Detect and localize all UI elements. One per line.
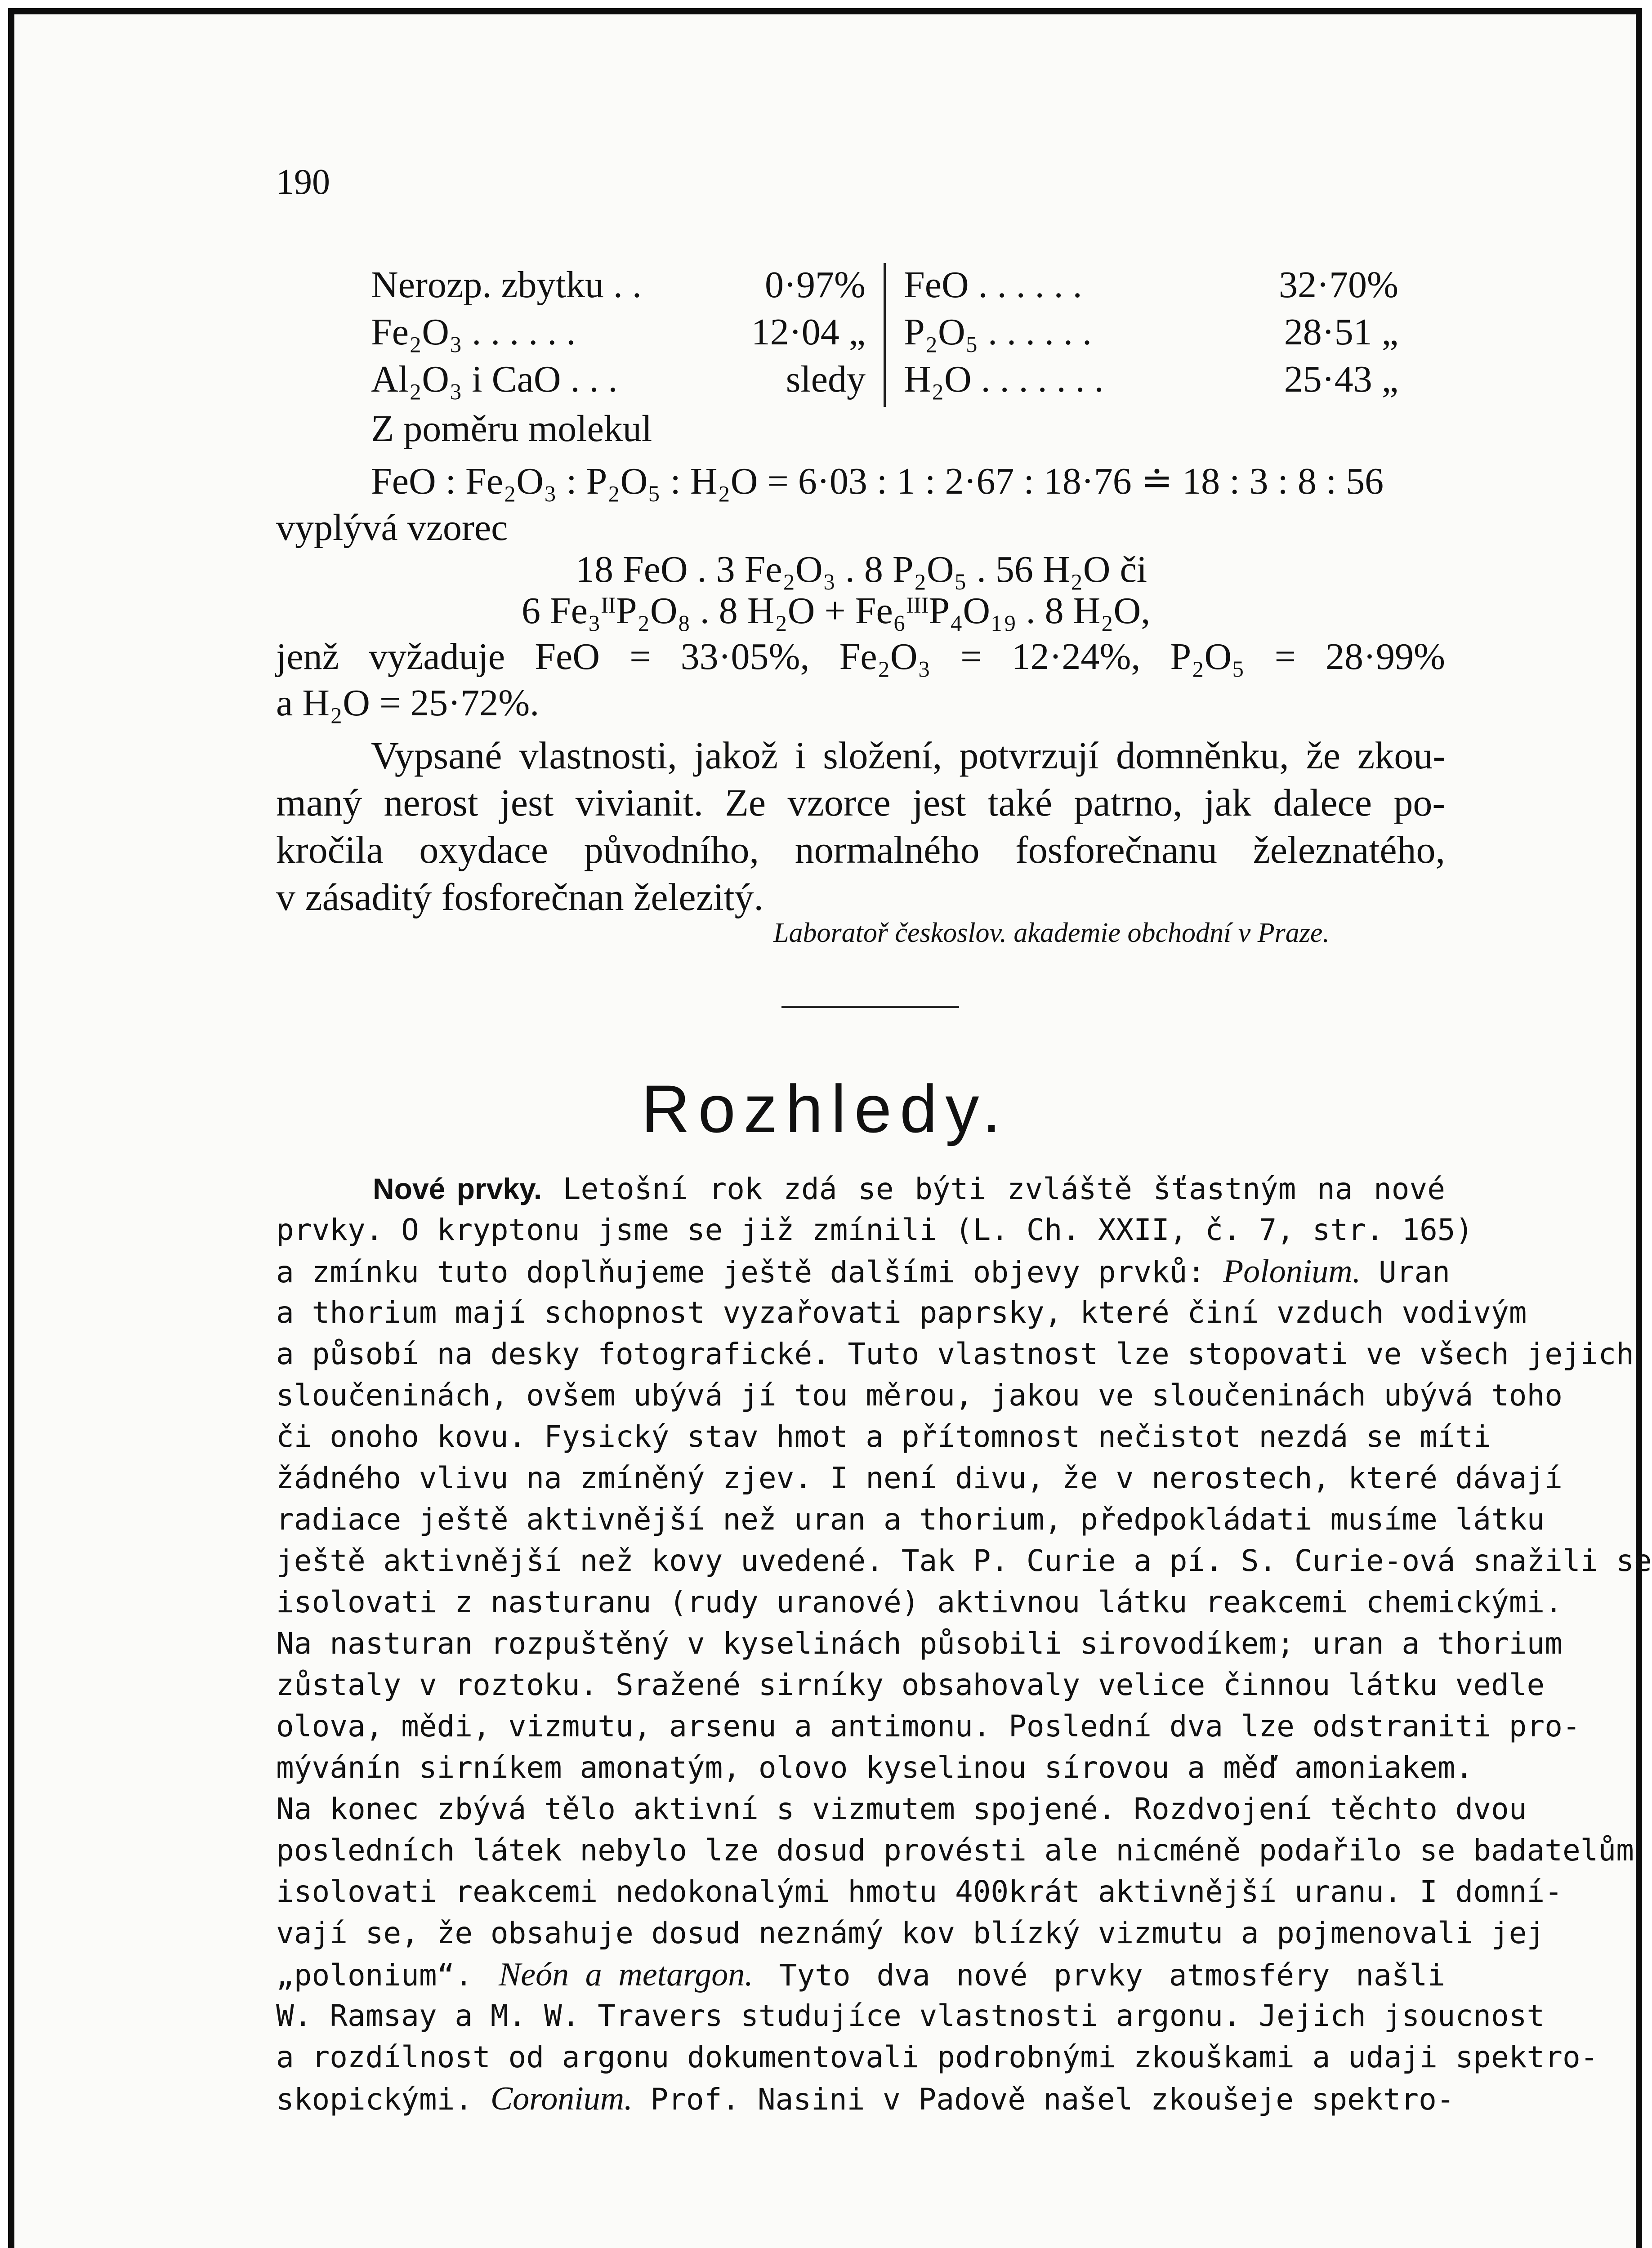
analysis-value: sledy <box>786 358 866 400</box>
article-line: a rozdílnost od argonu dokumentovali podrobnými zkouškami a udaji spektro- <box>276 2040 1598 2074</box>
analysis-row <box>371 310 866 357</box>
article-line-text: Letošní rok zdá se býti zvláště šťastným na nové <box>542 1172 1445 1206</box>
analysis-table-right <box>904 263 1398 405</box>
article-line: sloučeninách, ovšem ubývá jí tou měrou, jakou ve sloučeninách ubývá toho <box>276 1378 1563 1413</box>
molar-ratio: FeO : Fe₂O₃ : P₂O₅ : H₂O = 6·03 : 1 : 2·67 : 18·76 ≐ 18 : 3 : 8 : 56 <box>371 460 1384 502</box>
lab-credit: Laboratoř českoslov. akademie obchodní v Praze. <box>773 918 1330 948</box>
article-line: a thorium mají schopnost vyzařovati paprsky, které činí vzduch vodivým <box>276 1295 1527 1330</box>
analysis-value: 32·70% <box>1279 264 1398 306</box>
analysis-value: 28·51 „ <box>1284 311 1398 353</box>
analysis-label: Fe₂O₃ . . . . . . <box>371 311 576 353</box>
conclusion-line-text: maný nerost jest vivianit. Ze vzorce jest také patrno, jak dalece po- <box>276 781 1445 824</box>
article-line: či onoho kovu. Fysický stav hmot a přítomnost nečistot nezdá se míti <box>276 1419 1491 1454</box>
conclusion-line <box>276 780 1445 825</box>
term-neon: Neón a metargon. <box>498 1956 753 1993</box>
article-line <box>276 1168 1445 1209</box>
article-line: ještě aktivnější než kovy uvedené. Tak P. Curie a pí. S. Curie-ová snažili se <box>276 1543 1652 1578</box>
article-line <box>276 2078 1455 2119</box>
article-line-text: Uran <box>1361 1255 1450 1289</box>
analysis-row <box>904 310 1398 357</box>
conclusion-line: v zásaditý fosforečnan železitý. <box>276 875 764 919</box>
article-line: posledních látek nebylo lze dosud provésti ale nicméně podařilo se badatelům <box>276 1833 1634 1868</box>
article-line: mývánín sirníkem amonatým, olovo kyselinou sírovou a měď amoniakem. <box>276 1750 1473 1785</box>
molar-intro: Z poměru molekul <box>371 408 652 450</box>
analysis-value: 25·43 „ <box>1284 358 1398 400</box>
requires-line-2: a H₂O = 25·72%. <box>276 682 540 724</box>
analysis-value: 0·97% <box>765 264 866 306</box>
analysis-label: FeO . . . . . . <box>904 264 1082 306</box>
article-line: zůstaly v roztoku. Sražené sirníky obsahovaly velice činnou látku vedle <box>276 1668 1545 1702</box>
analysis-row <box>371 263 866 310</box>
article-line: isolovati reakcemi nedokonalými hmotu 400krát aktivnější uranu. I domní- <box>276 1874 1563 1909</box>
article-line <box>276 1954 1445 1995</box>
article-line: prvky. O kryptonu jsme se již zmínili (L. Ch. XXII, č. 7, str. 165) <box>276 1213 1473 1247</box>
conclusion-line: Vypsané vlastnosti, jakož i složení, potvrzují domněnku, že zkou- <box>371 734 1446 777</box>
requires-line: jenž vyžaduje FeO = 33·05%, Fe₂O₃ = 12·24%, P₂O₅ = 28·99% <box>276 636 1445 678</box>
analysis-row <box>371 357 866 405</box>
article-body <box>276 1168 1652 2119</box>
article-line-text: „polonium“. <box>276 1958 499 1993</box>
analysis-table-left <box>371 263 866 405</box>
article-line-text: Tyto dva nové prvky atmosféry našli <box>753 1958 1445 1993</box>
analysis-row <box>904 357 1398 405</box>
article-line: W. Ramsay a M. W. Travers studujíce vlastnosti argonu. Jejich jsoucnost <box>276 1998 1545 2033</box>
article-line-text: skopickými. <box>276 2082 491 2117</box>
article-line <box>276 1251 1450 1292</box>
article-line: isolovati z nasturanu (rudy uranové) aktivnou látku reakcemi chemickými. <box>276 1585 1563 1619</box>
analysis-row <box>904 263 1398 310</box>
table-divider <box>884 263 886 407</box>
article-line: radiace ještě aktivnější než uran a thorium, předpokládati musíme látku <box>276 1502 1545 1537</box>
article-line-text: a zmínku tuto doplňujeme ještě dalšími objevy prvků: <box>276 1255 1223 1289</box>
article-line: Na konec zbývá tělo aktivní s vizmutem spojené. Rozdvojení těchto dvou <box>276 1792 1527 1826</box>
term-coronium: Coronium. <box>490 2080 633 2117</box>
analysis-label: P₂O₅ . . . . . . <box>904 311 1092 353</box>
page-number: 190 <box>276 162 330 202</box>
section-title: Rozhledy. <box>641 1071 1009 1146</box>
article-line: vají se, že obsahuje dosud neznámý kov blízký vizmutu a pojmenovali jej <box>276 1916 1545 1950</box>
conclusion-line: kročila oxydace původního, normalného fosforečnanu železnatého, <box>276 828 1445 871</box>
article-heading: Nové prvky. <box>373 1172 542 1205</box>
formula-intro: vyplývá vzorec <box>276 507 508 549</box>
term-polonium: Polonium. <box>1223 1253 1361 1290</box>
article-line: žádného vlivu na zmíněný zjev. I není divu, že v nerostech, které dávají <box>276 1461 1563 1495</box>
article-line: a působí na desky fotografické. Tuto vlastnost lze stopovati ve všech jejich <box>276 1337 1634 1371</box>
analysis-label: Nerozp. zbytku . . <box>371 264 642 306</box>
analysis-label: Al₂O₃ i CaO . . . <box>371 358 618 400</box>
article-line: Na nasturan rozpuštěný v kyselinách působili sirovodíkem; uran a thorium <box>276 1626 1563 1661</box>
formula-line-1: 18 FeO . 3 Fe₂O₃ . 8 P₂O₅ . 56 H₂O či <box>576 549 1147 590</box>
formula-line-2: 6 Fe₃ᴵᴵP₂O₈ . 8 H₂O + Fe₆ᴵᴵᴵP₄O₁₉ . 8 H₂O, <box>522 590 1151 632</box>
analysis-label: H₂O . . . . . . . <box>904 358 1104 400</box>
article-line: olova, mědi, vizmutu, arsenu a antimonu. Poslední dva lze odstraniti pro- <box>276 1709 1581 1744</box>
separator-rule <box>781 1006 959 1008</box>
article-line-text: Prof. Nasini v Padově našel zkoušeje spektro- <box>632 2082 1455 2117</box>
analysis-value: 12·04 „ <box>751 311 866 353</box>
